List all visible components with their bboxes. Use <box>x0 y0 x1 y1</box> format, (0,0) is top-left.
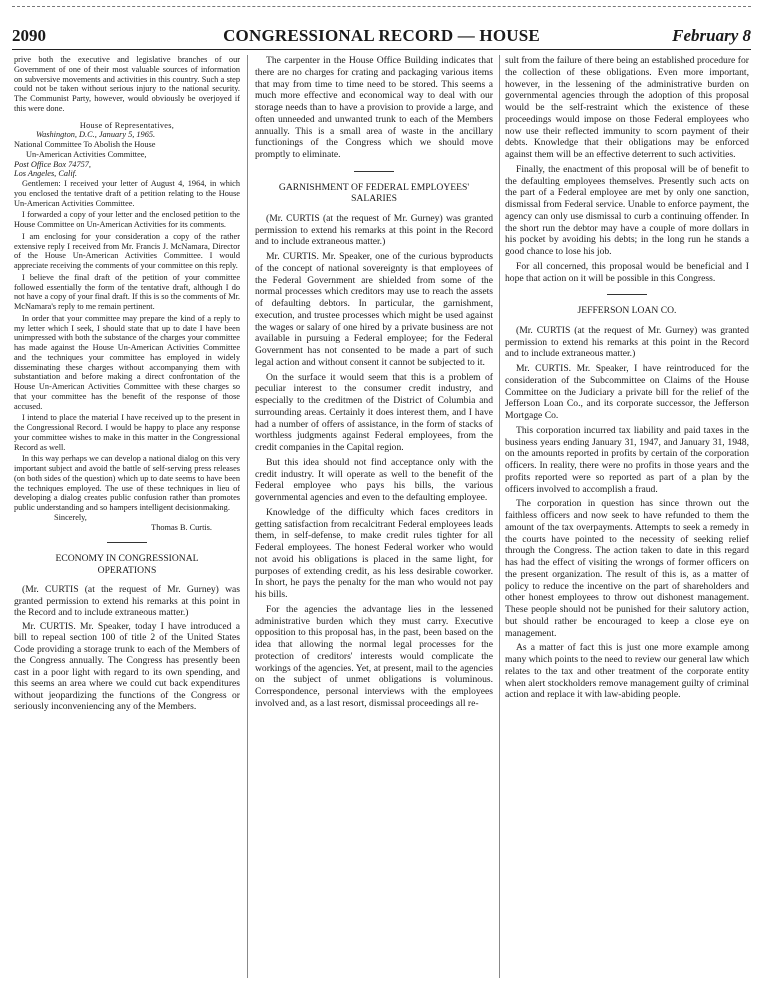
body-paragraph: Mr. CURTIS. Mr. Speaker, today I have introduced a bill to repeal section 100 of title 2 of the United States Code providing a storage trunk to each of the Members of the Congress annually. The Congress has presently been cast in a poor light with regard to its own spending, and this seems an area where we could cut back expenditures without jeopardizing the functions of the Congress or seriously inconveniencing any of the Members. <box>14 620 240 713</box>
column-divider-2 <box>499 55 500 978</box>
letter-from: House of Representatives, <box>79 120 175 130</box>
body-paragraph: As a matter of fact this is just one more example among many which points to the need to review our general law which relates to the tax and other treatment of the corporate entity when alert stockholders remove management guilty of criminal action and replace it with law-abiding people. <box>505 642 749 701</box>
top-edge-rule <box>12 6 751 7</box>
section-separator <box>354 171 394 172</box>
letter-paragraph: In order that your committee may prepare the kind of a reply to my letter which I seek, I should state that up to date I have been unimpressed with both the substance of the charges your committee has made against the House Un-American Activities Committee and the techniques your committee has employed in widely disseminating these charges without accompanying them with substantiation and before making a direct confrontation of the House Un-American Activities Committee with these charges so that your committee has the benefit of the response of those accused. <box>14 313 240 411</box>
body-paragraph: Knowledge of the difficulty which faces creditors in getting satisfaction from recalcitrant Federal employees leads them, in self-defense, to make credit rules tighter for all Federal employees. The honest Federal worker who would not avoid his obligations is placed in the same light, for purposes of extending credit, as his less desirable coworker. In short, he pays the penalty for the man who would not pay his bills. <box>255 506 493 600</box>
letter-closing: Sincerely, <box>54 512 87 522</box>
letter-addressee-3: Post Office Box 74757, <box>14 159 91 169</box>
body-paragraph: The corporation in question has since thrown out the faithless officers and now seek to have refunded to them the amount of the tax overpayments. Attempts to seek a remedy in the courts have pointed to the necessity of seeking relief through the Congress. The action taken to date in this regard has had the effect of visiting the wrongs of former officers on the present organization. The result of this is, as a matter of policy to reduce the incentive on the part of shareholders and other honest employees to throw out dishonest management. These people should not be punished for their salutory action, but should rather be encouraged to keep a close eye on management. <box>505 498 749 639</box>
body-paragraph: For the agencies the advantage lies in the lessened administrative burden which they must carry. Executive opposition to this proposal has, in the past, been based on the idea that allowing the normal legal processes for the protection of creditors' interests would complicate the workings of the agencies. Yet, at present, mail to the agencies on the subject of unmet obligations is voluminous. Correspondence, personal interviews with the employees involved and, as a last resort, dismissal proceedings all re- <box>255 603 493 709</box>
letter-paragraph: I am enclosing for your consideration a copy of the rather extensive reply I received from Mr. Francis J. McNamara, Director of the House Un-American Activities Committee. I would appreciate receiving the comments of your committee on this reply. <box>14 231 240 270</box>
body-paragraph: The carpenter in the House Office Building indicates that there are no charges for crating and packaging various items that may from time to time need to be stored. This seems a much more effective and economical way to deal with our storage needs than to have a provision to provide a large, and often unneeded and unwanted trunk to each of the Members annually. This is a small area of waste in the ancillary functionings of the Congress which we should move promptly to eliminate. <box>255 55 493 160</box>
page-header <box>12 26 751 48</box>
letter-paragraph: I intend to place the material I have received up to the present in the Congressional Record. I would be happy to place any response your committee wishes to make in this matter in the Congressional Record as well. <box>14 413 240 452</box>
letter-addressee-1: National Committee To Abolish the House <box>14 140 156 149</box>
section-separator <box>607 294 647 295</box>
section-separator <box>107 542 147 543</box>
publication-title: CONGRESSIONAL RECORD — HOUSE <box>223 26 540 45</box>
section-heading-economy: ECONOMY IN CONGRESSIONAL OPERATIONS <box>55 553 199 576</box>
body-paragraph: Mr. CURTIS. Mr. Speaker, one of the curious byproducts of the concept of national sovereignty is that employees of the Federal Government are shielded from some of the normal processes which creditors may use to reach the assets of defaulting debtors. In particular, the garnishment, execution, and trustee processes which might be used against the wages or salary of one hired by a private business are not available in pursuing a Federal employee; for the Federal Government has not consented to be made a part of such legal action and without consent it cannot be subjected to it. <box>255 251 493 368</box>
letter-paragraph: In this way perhaps we can develop a national dialog on this very important subject and avoid the battle of self-serving press releases (on both sides of the question) which up to date seems to have been the techniques employed. The use of these techniques in lieu of developing a dialog creates public confusion rather than promotes public understanding and so hampers intelligent decisionmaking. <box>14 454 240 512</box>
letter-addressee-4: Los Angeles, Calif. <box>14 169 78 179</box>
body-paragraph: On the surface it would seem that this is a problem of peculiar interest to the consumer credit industry, and especially to the creditmen of the District of Columbia and surrounding areas. Certainly it does interest them, and I have had a number of offers of assistance, in the form of stacks of worthless judgments against Federal employees, from the credit companies in the Capital region. <box>255 371 493 453</box>
body-paragraph: For all concerned, this proposal would be beneficial and I hope that action on it will be possible in this Congress. <box>505 260 749 284</box>
letter-addressee-2: Un-American Activities Committee, <box>26 149 147 159</box>
column-divider-1 <box>247 55 248 978</box>
permission-note: (Mr. CURTIS (at the request of Mr. Gurney) was granted permission to extend his remarks at this point in the Record and to include extraneous matter.) <box>505 324 749 360</box>
body-paragraph: This corporation incurred tax liability and paid taxes in the business years ending January 31, 1947, and January 31, 1948, on the amounts reported in profits by certain of the corporation officers. In reality, there were no profits in those years and the profits reported were so reported as part of a plan by the officers involved to accomplish a fraud. <box>505 424 749 495</box>
body-paragraph: Mr. CURTIS. Mr. Speaker, I have reintroduced for the consideration of the Subcommittee on Claims of the House Committee on the Judiciary a private bill for the relief of the Jefferson Loan Co., and its corporate successor, the Jefferson Mortgage Co. <box>505 363 749 421</box>
header-rule <box>12 49 751 50</box>
body-paragraph: Finally, the enactment of this proposal will be of benefit to the defaulting employees themselves. Presently such acts on the part of a Federal employee are met by only one sanction, dismissal from Federal service. Unable to enforce payment, the agency can only use dismissal to curb a continuing offender. In the short run the debtor may have a couple of more dollars in his pocket by avoiding his debts; in the long run he stands a good chance to lose his job. <box>505 163 749 257</box>
letter-paragraph: I forwarded a copy of your letter and the enclosed petition to the House Committee on Un-American Activities for its comments. <box>14 210 240 229</box>
continued-paragraph: prive both the executive and legislative branches of our Government of one of their most valuable sources of information on subversive movements and activities in this country. Such a step could not be taken without serious injury to the national security. The Communist Party, however, would obviously be overjoyed if this were done. <box>14 55 240 113</box>
issue-date: February 8 <box>672 26 751 45</box>
section-heading-garnishment: GARNISHMENT OF FEDERAL EMPLOYEES' SALARIES <box>278 181 470 205</box>
letter-signature: Thomas B. Curtis. <box>151 522 212 532</box>
continued-paragraph: sult from the failure of there being an established procedure for the collection of these obligations. Even more important, however, in the lessening of the administrative burden on governmental agencies through the adoption of this proposal would be the self-restraint which the existence of these proceedings would impose on those Federal employees who now use their reflected immunity to scorn payment of their debts. Knowledge that their obligations may be enforced against them will be an effective deterrent to such activities. <box>505 55 749 160</box>
letter-place-date: Washington, D.C., January 5, 1965. <box>36 130 156 140</box>
permission-note: (Mr. CURTIS (at the request of Mr. Gurney) was granted permission to extend his remarks at this point in the Record and to include extraneous matter.) <box>255 212 493 248</box>
letter-paragraph: Gentlemen: I received your letter of August 4, 1964, in which you enclosed the tentative draft of a petition relating to the House Un-American Activities Committee. <box>14 179 240 208</box>
column-3 <box>505 55 749 984</box>
body-paragraph: But this idea should not find acceptance only with the credit industry. It will operate as well to the benefit of the Federal employee who pays his bills, the various governmental agencies and even to the defaulting employee. <box>255 456 493 503</box>
page-number: 2090 <box>12 26 46 45</box>
column-1 <box>14 55 240 984</box>
section-heading-jefferson: JEFFERSON LOAN CO. <box>577 305 677 317</box>
letter-paragraph: I believe the final draft of the petition of your committee followed essentially the form of the tentative draft, although I do not have a copy of your final draft. If this is so the comments of Mr. McNamara's reply to me remain pertinent. <box>14 272 240 311</box>
permission-note: (Mr. CURTIS (at the request of Mr. Gurney) was granted permission to extend his remarks at this point in the Record and to include extraneous matter.) <box>14 584 240 619</box>
column-2 <box>255 55 493 984</box>
